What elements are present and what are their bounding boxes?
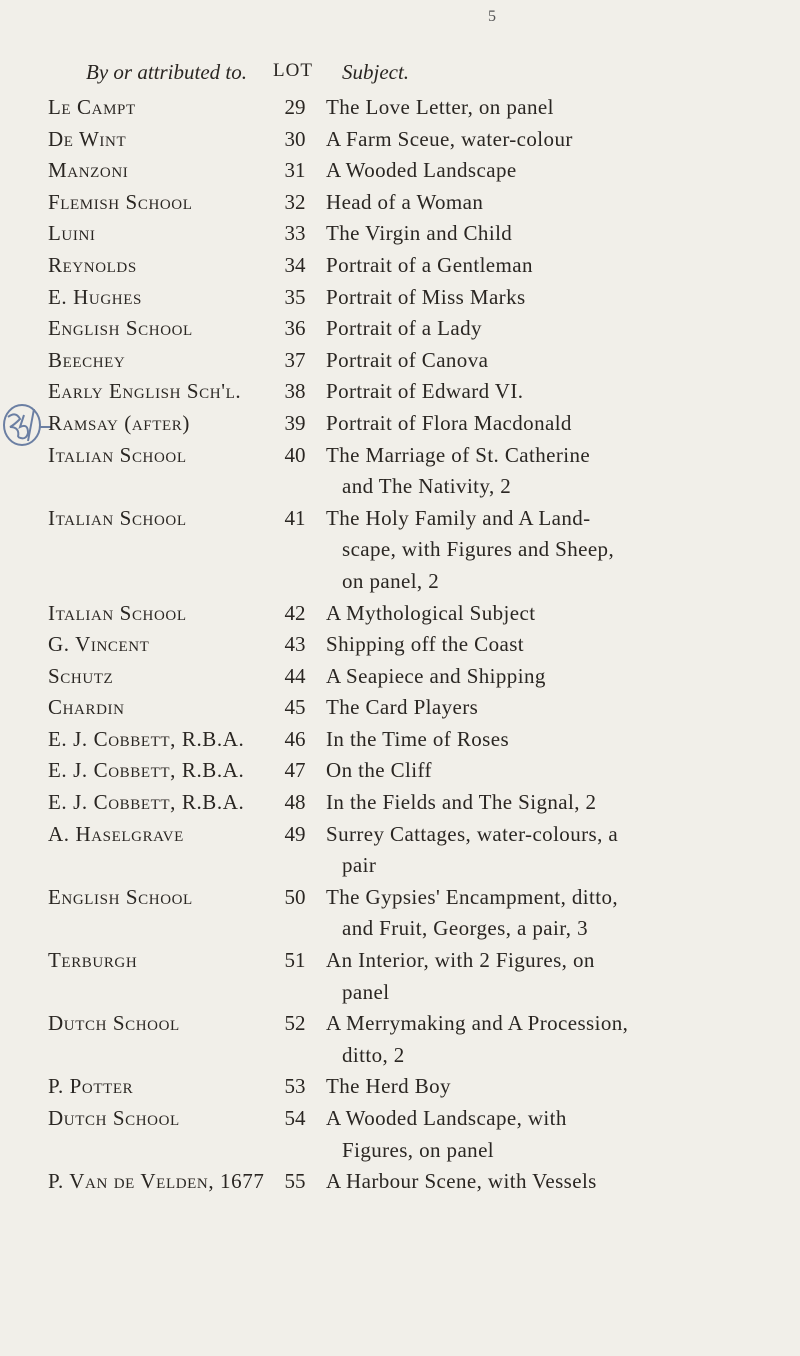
lot-row	[0, 1008, 800, 1071]
lot-row	[0, 882, 800, 945]
lot-row	[0, 1071, 800, 1103]
lot-subject	[326, 598, 791, 630]
lot-number: 32	[284, 189, 306, 214]
lot-row	[0, 787, 800, 819]
lot-row	[0, 376, 800, 408]
lot-subject-line: The Card Players	[326, 695, 479, 720]
lot-number: 43	[284, 632, 306, 657]
lot-subject	[326, 376, 791, 408]
lot-subject	[326, 187, 791, 219]
lot-number: 29	[284, 95, 306, 119]
lot-subject-line: A Farm Sceue, water-colour	[326, 126, 573, 151]
lot-row	[0, 692, 800, 724]
lot-artist: Le Campt	[48, 95, 136, 119]
lot-row	[0, 1166, 800, 1198]
lot-row	[0, 503, 800, 598]
lot-row	[0, 92, 800, 124]
lot-number: 39	[284, 410, 306, 435]
column-header-attribution: By or attributed to.	[86, 60, 247, 84]
lot-subject	[326, 724, 791, 756]
lot-artist: Italian School	[48, 505, 187, 530]
lot-subject	[326, 282, 791, 314]
lot-row	[0, 819, 800, 882]
lot-artist: E. J. Cobbett, R.B.A.	[48, 790, 245, 815]
lot-subject-line: Portrait of Miss Marks	[326, 284, 526, 309]
lot-artist: E. J. Cobbett, R.B.A.	[48, 726, 245, 751]
lot-number: 52	[284, 1011, 306, 1036]
lot-subject-line: Portrait of Edward VI.	[326, 379, 524, 404]
lot-artist: Italian School	[48, 442, 187, 467]
lot-row	[0, 629, 800, 661]
lot-number: 34	[284, 252, 306, 277]
lot-subject	[326, 945, 791, 1008]
lot-subject-line: The Virgin and Child	[326, 221, 513, 246]
lot-subject-line: Figures, on panel	[342, 1137, 495, 1162]
lot-subject	[326, 313, 791, 345]
lot-number: 37	[284, 347, 306, 372]
lot-subject	[326, 661, 791, 693]
lot-subject	[326, 124, 791, 156]
lot-row	[0, 313, 800, 345]
lot-row	[0, 1103, 800, 1166]
lot-subject-line: ditto, 2	[342, 1042, 405, 1067]
lot-subject-line: Portrait of Canova	[326, 347, 489, 372]
lot-number: 41	[284, 505, 306, 530]
lot-number: 42	[284, 600, 306, 625]
lot-subject	[326, 503, 791, 598]
lot-subject-line: The Gypsies' Encampment, ditto,	[326, 884, 619, 909]
lot-subject	[326, 440, 791, 503]
lot-subject-line: Portrait of a Gentleman	[326, 252, 533, 277]
lot-artist: A. Haselgrave	[48, 821, 184, 846]
lot-subject-line: A Wooded Landscape, with	[326, 1106, 567, 1131]
lot-subject	[326, 755, 791, 787]
lot-artist: Italian School	[48, 600, 187, 625]
lot-artist: Luini	[48, 221, 96, 246]
lot-artist: De Wint	[48, 126, 127, 151]
lot-number: 46	[284, 726, 306, 751]
lot-row	[0, 408, 800, 440]
lot-artist: Beechey	[48, 347, 126, 372]
lot-row	[0, 155, 800, 187]
lot-subject	[326, 250, 791, 282]
lot-number: 50	[284, 884, 306, 909]
column-header-subject: Subject.	[342, 60, 410, 84]
page-number: 5	[488, 8, 496, 25]
lot-list	[0, 92, 800, 1198]
lot-number: 38	[284, 379, 306, 404]
lot-artist: P. Potter	[48, 1074, 134, 1099]
lot-subject	[326, 787, 791, 819]
lot-subject-line: Shipping off the Coast	[326, 632, 524, 657]
lot-subject-line: A Harbour Scene, with Vessels	[326, 1169, 597, 1194]
lot-number: 48	[284, 790, 306, 815]
lot-artist: P. Van de Velden, 1677	[48, 1169, 265, 1194]
lot-row	[0, 755, 800, 787]
lot-subject-line: In the Fields and The Signal, 2	[326, 790, 597, 815]
lot-subject-line: A Wooded Landscape	[326, 158, 517, 183]
lot-subject	[326, 218, 791, 250]
lot-number: 47	[284, 758, 306, 783]
lot-artist: Flemish School	[48, 189, 193, 214]
lot-artist: English School	[48, 884, 193, 909]
lot-subject-line: Portrait of a Lady	[326, 316, 482, 341]
lot-subject-line: panel	[342, 979, 390, 1004]
lot-subject-line: scape, with Figures and Sheep,	[342, 537, 615, 562]
lot-artist: Dutch School	[48, 1011, 180, 1036]
lot-number: 51	[284, 948, 306, 973]
lot-subject-line: Surrey Cattages, water-colours, a	[326, 821, 619, 846]
lot-artist: Chardin	[48, 695, 125, 720]
lot-subject-line: A Seapiece and Shipping	[326, 663, 546, 688]
lot-subject	[326, 155, 791, 187]
lot-artist: Dutch School	[48, 1106, 180, 1131]
lot-number: 53	[284, 1074, 306, 1099]
lot-subject-line: pair	[342, 853, 377, 878]
lot-subject-line: The Marriage of St. Catherine	[326, 442, 591, 467]
lot-subject	[326, 345, 791, 377]
lot-subject-line: The Holy Family and A Land-	[326, 505, 591, 530]
lot-row	[0, 218, 800, 250]
lot-artist: Manzoni	[48, 158, 129, 183]
lot-subject	[326, 92, 791, 124]
lot-subject	[326, 692, 791, 724]
lot-subject	[326, 408, 791, 440]
lot-row	[0, 124, 800, 156]
lot-artist: Terburgh	[48, 948, 138, 973]
lot-number: 30	[284, 126, 306, 151]
lot-subject-line: Portrait of Flora Macdonald	[326, 410, 572, 435]
lot-row	[0, 440, 800, 503]
lot-subject-line: and The Nativity, 2	[342, 474, 512, 499]
lot-subject-line: The Love Letter, on panel	[326, 95, 554, 119]
lot-artist: Reynolds	[48, 252, 137, 277]
lot-artist: Ramsay (after)	[48, 410, 190, 435]
lot-number: 35	[284, 284, 306, 309]
lot-subject-line: A Mythological Subject	[326, 600, 536, 625]
lot-row	[0, 187, 800, 219]
lot-subject	[326, 1008, 791, 1071]
lot-row	[0, 945, 800, 1008]
lot-subject	[326, 1166, 791, 1198]
lot-row	[0, 282, 800, 314]
lot-row	[0, 724, 800, 756]
lot-subject-line: An Interior, with 2 Figures, on	[326, 948, 595, 973]
lot-number: 55	[284, 1169, 306, 1194]
lot-row	[0, 345, 800, 377]
column-header-lot: LOT	[273, 60, 313, 81]
lot-number: 40	[284, 442, 306, 467]
lot-number: 36	[284, 316, 306, 341]
lot-subject	[326, 1103, 791, 1166]
lot-number: 31	[284, 158, 306, 183]
lot-subject-line: On the Cliff	[326, 758, 432, 783]
lot-number: 45	[284, 695, 306, 720]
lot-subject	[326, 819, 791, 882]
lot-artist: G. Vincent	[48, 632, 150, 657]
lot-subject	[326, 1071, 791, 1103]
lot-number: 33	[284, 221, 306, 246]
lot-artist: Schutz	[48, 663, 114, 688]
lot-number: 54	[284, 1106, 306, 1131]
lot-artist: English School	[48, 316, 193, 341]
lot-artist: E. J. Cobbett, R.B.A.	[48, 758, 245, 783]
lot-subject-line: In the Time of Roses	[326, 726, 510, 751]
lot-subject-line: Head of a Woman	[326, 189, 484, 214]
lot-subject	[326, 629, 791, 661]
lot-row	[0, 250, 800, 282]
lot-subject-line: The Herd Boy	[326, 1074, 451, 1099]
lot-artist: Early English Sch'l.	[48, 379, 242, 404]
lot-row	[0, 598, 800, 630]
lot-subject	[326, 882, 791, 945]
lot-artist: E. Hughes	[48, 284, 142, 309]
lot-number: 49	[284, 821, 306, 846]
lot-subject-line: and Fruit, Georges, a pair, 3	[342, 916, 588, 941]
lot-number: 44	[284, 663, 306, 688]
lot-subject-line: A Merrymaking and A Procession,	[326, 1011, 629, 1036]
lot-subject-line: on panel, 2	[342, 568, 440, 593]
lot-row	[0, 661, 800, 693]
